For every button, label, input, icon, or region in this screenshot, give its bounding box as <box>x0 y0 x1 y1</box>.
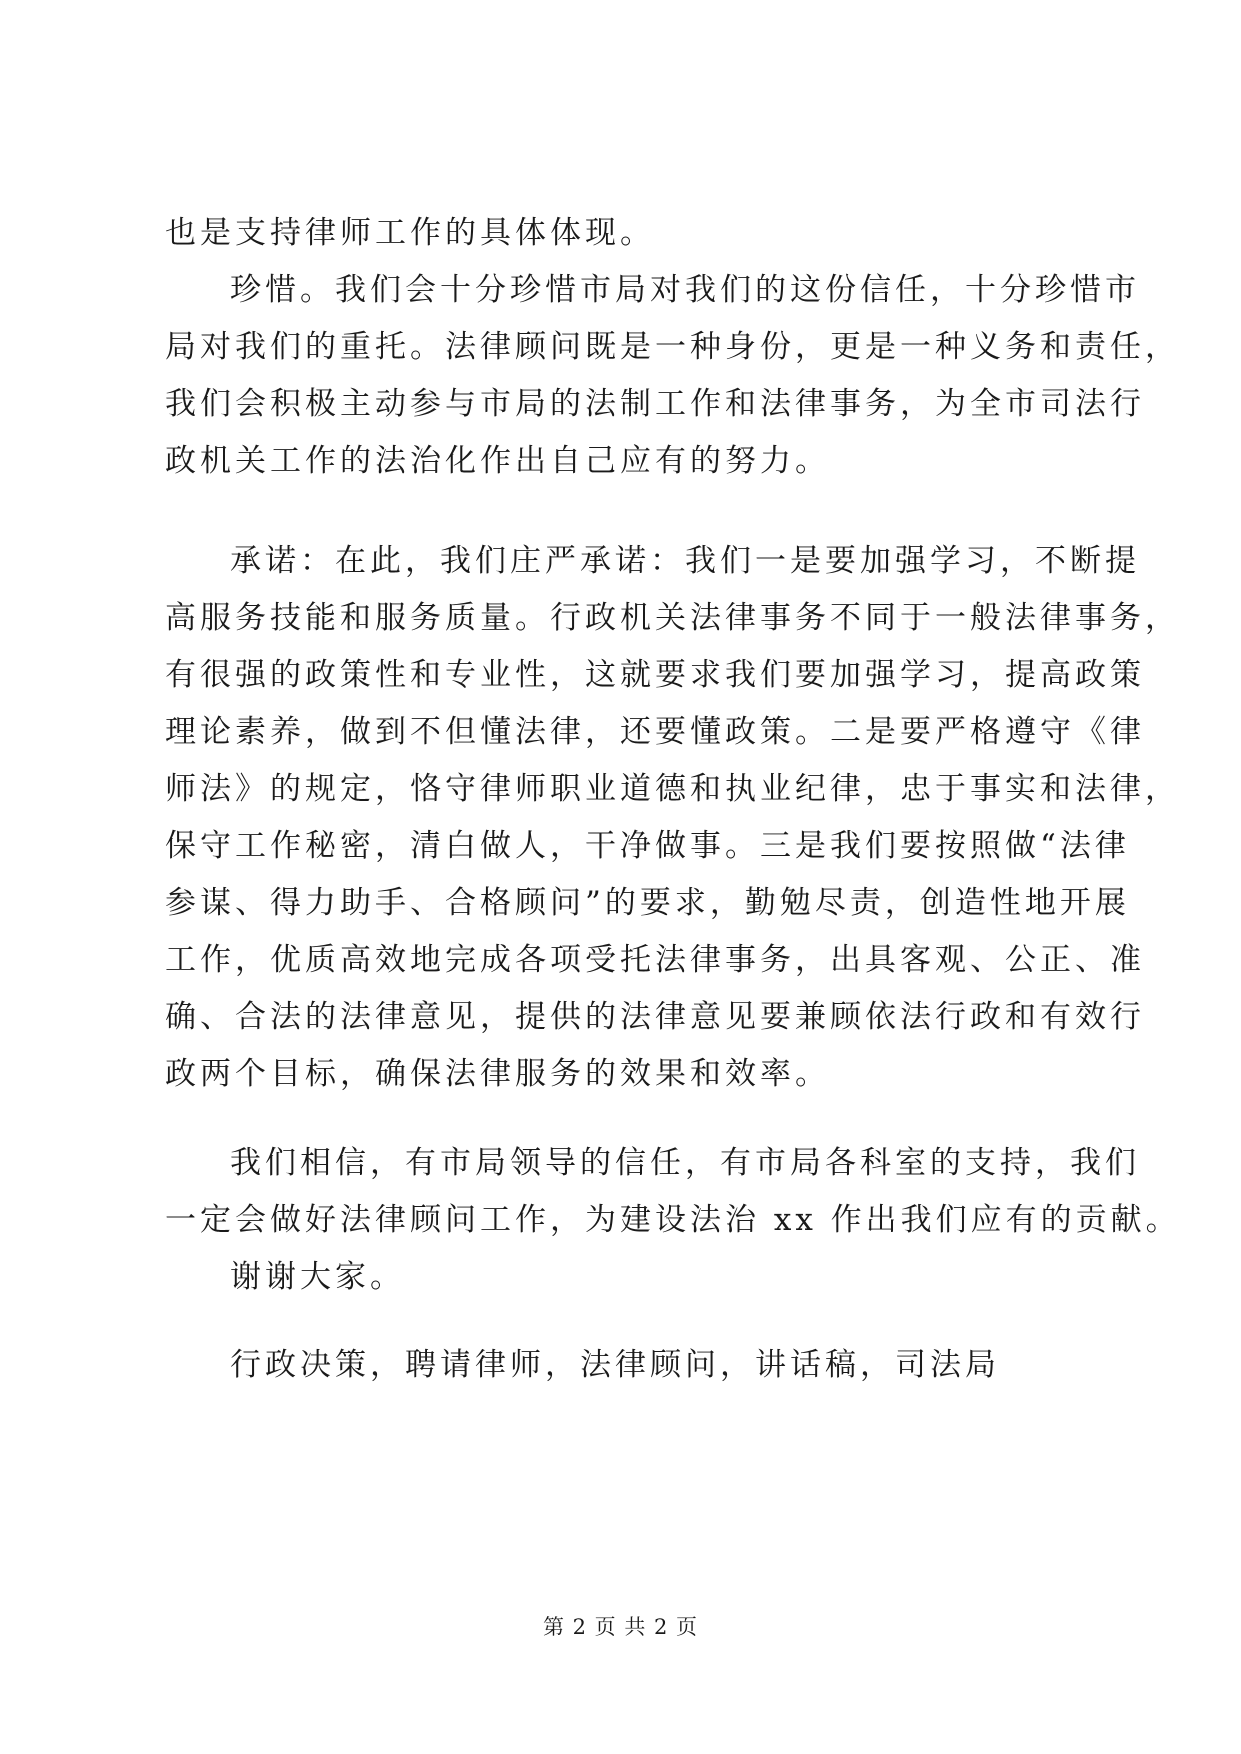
text-line: 局对我们的重托。法律顾问既是一种身份，更是一种义务和责任， <box>165 329 1180 365</box>
text-line: 一定会做好法律顾问工作，为建设法治 xx 作出我们应有的贡献。 <box>165 1202 1181 1238</box>
text-line: 我们会积极主动参与市局的法制工作和法律事务，为全市司法行 <box>165 386 1145 422</box>
page-number-footer: 第 2 页 共 2 页 <box>542 1615 699 1639</box>
text-line: 师法》的规定，恪守律师职业道德和执业纪律，忠于事实和法律， <box>165 771 1180 807</box>
text-line: 保守工作秘密，清白做人，干净做事。三是我们要按照做“法律 <box>165 828 1130 864</box>
text-line: 政两个目标，确保法律服务的效果和效率。 <box>165 1056 830 1092</box>
closing-line: 谢谢大家。 <box>230 1259 405 1295</box>
text-line: 参谋、得力助手、合格顾问”的要求，勤勉尽责，创造性地开展 <box>165 885 1130 921</box>
text-line: 高服务技能和服务质量。行政机关法律事务不同于一般法律事务， <box>165 600 1180 636</box>
text-line: 理论素养，做到不但懂法律，还要懂政策。二是要严格遵守《律 <box>165 714 1145 750</box>
text-line: 政机关工作的法治化作出自己应有的努力。 <box>165 443 830 479</box>
text-line: 确、合法的法律意见，提供的法律意见要兼顾依法行政和有效行 <box>165 999 1145 1035</box>
paragraph-start-line: 承诺：在此，我们庄严承诺：我们一是要加强学习，不断提 <box>230 543 1140 579</box>
keywords-line: 行政决策，聘请律师，法律顾问，讲话稿，司法局 <box>230 1347 1000 1383</box>
text-line: 也是支持律师工作的具体体现。 <box>165 215 655 251</box>
text-line: 工作，优质高效地完成各项受托法律事务，出具客观、公正、准 <box>165 942 1145 978</box>
text-line: 有很强的政策性和专业性，这就要求我们要加强学习，提高政策 <box>165 657 1145 693</box>
paragraph-start-line: 珍惜。我们会十分珍惜市局对我们的这份信任，十分珍惜市 <box>230 272 1140 308</box>
paragraph-start-line: 我们相信，有市局领导的信任，有市局各科室的支持，我们 <box>230 1145 1140 1181</box>
